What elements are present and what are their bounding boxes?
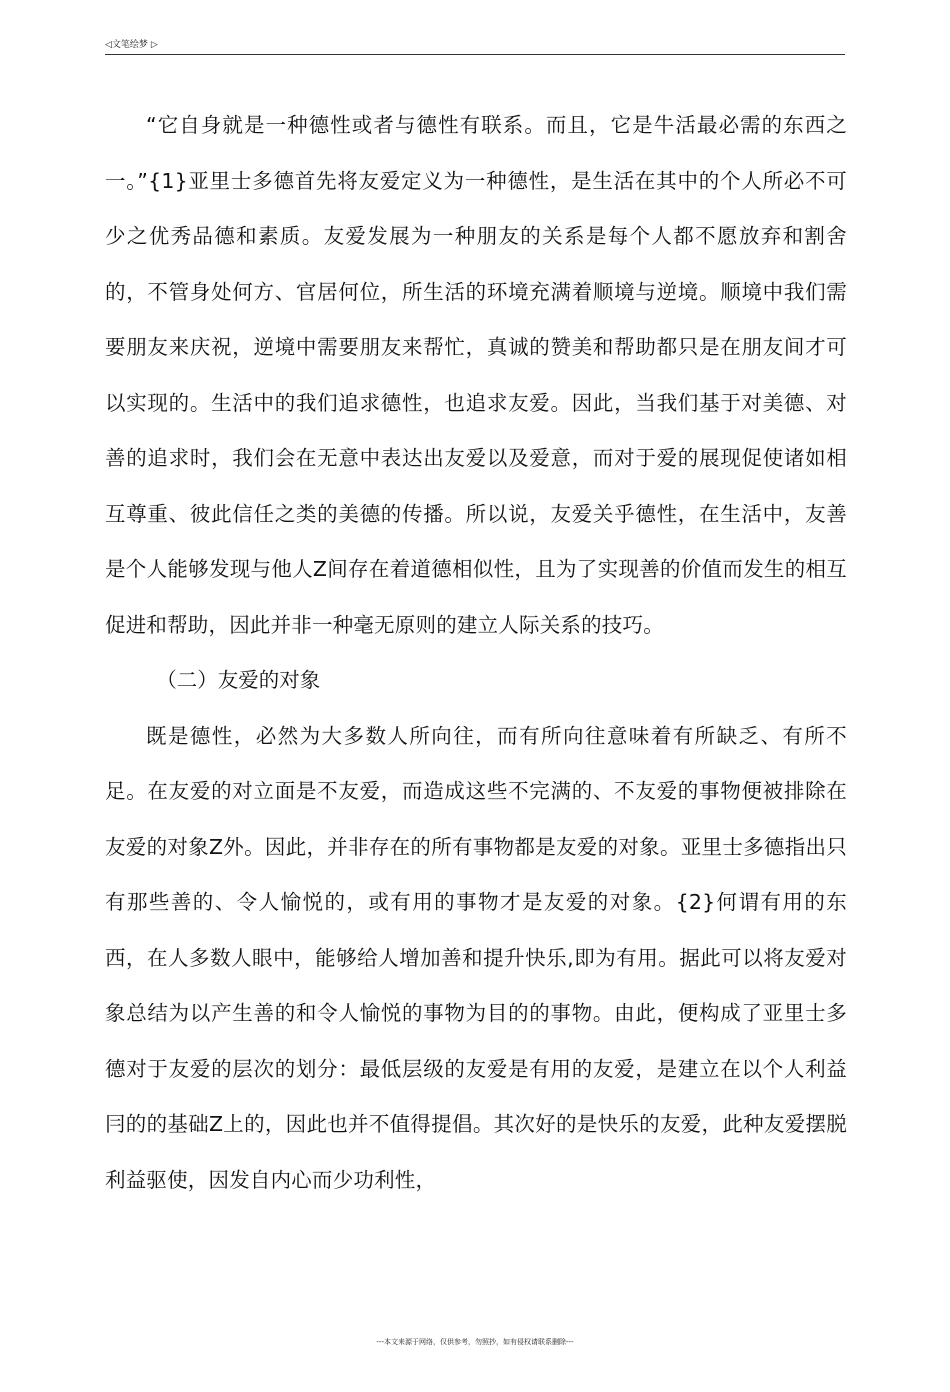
paragraph-1: “它自身就是一种德性或者与德性有联系。而且，它是牛活最必需的东西之一。”{1}亚里士多德首先将友爱定义为一种德性，是生活在其中的个人所必不可少之优秀品德和素质。友爱发展为一种朋友的关系是每个人都不愿放弃和割舍的，不管身处何方、官居何位，所生活的环境充满着顺境与逆境。顺境中我们需要朋友来庆祝，逆境中需要朋友来帮忙，真诚的赞美和帮助都只是在朋友间才可以实现的。生活中的我们追求德性，也追求友爱。因此，当我们基于对美德、对善的追求时，我们会在无意中表达出友爱以及爱意，而对于爱的展现促使诸如相互尊重、彼此信任之类的美德的传播。所以说，友爱关乎德性，在生活中，友善是个人能够发现与他人Z间存在着道德相似性，且为了实现善的价值而发生的相互促进和帮助，因此并非一种毫无原则的建立人际关系的技巧。 — [105, 113, 847, 637]
header-title — [105, 40, 158, 50]
paragraph-2: 既是德性，必然为大多数人所向往，而有所向往意味着有所缺乏、有所不足。在友爱的对立面是不友爱，而造成这些不完满的、不友爱的事物便被排除在友爱的对象Z外。因此，并非存在的所有事物都是友爱的对象。亚里士多德指出只有那些善的、令人愉悦的，或有用的事物才是友爱的对象。{2}何谓有用的东西，在人多数人眼中，能够给人增加善和提升快乐,即为有用。据此可以将友爱对象总结为以产生善的和令人愉悦的事物为目的的事物。由此，便构成了亚里士多德对于友爱的层次的划分：最低层级的友爱是有用的友爱，是建立在以个人利益冃的的基础Z上的，因此也并不值得提倡。其次好的是快乐的友爱，此种友爱摆脱利益驱使，因发自内心而少功利性， — [105, 723, 847, 1192]
header-title-text: 文笔绘梦 — [111, 40, 148, 50]
page-footer: ---本文来源于网络，仅供参考，勿照抄，如有侵权请联系删除--- — [376, 1338, 574, 1346]
left-triangle-icon: ◁ — [105, 40, 112, 50]
right-triangle-icon: ▷ — [150, 40, 158, 50]
page-header — [105, 38, 845, 55]
document-body — [105, 98, 847, 1208]
section-heading: （二）友爱的对象 — [156, 668, 321, 692]
